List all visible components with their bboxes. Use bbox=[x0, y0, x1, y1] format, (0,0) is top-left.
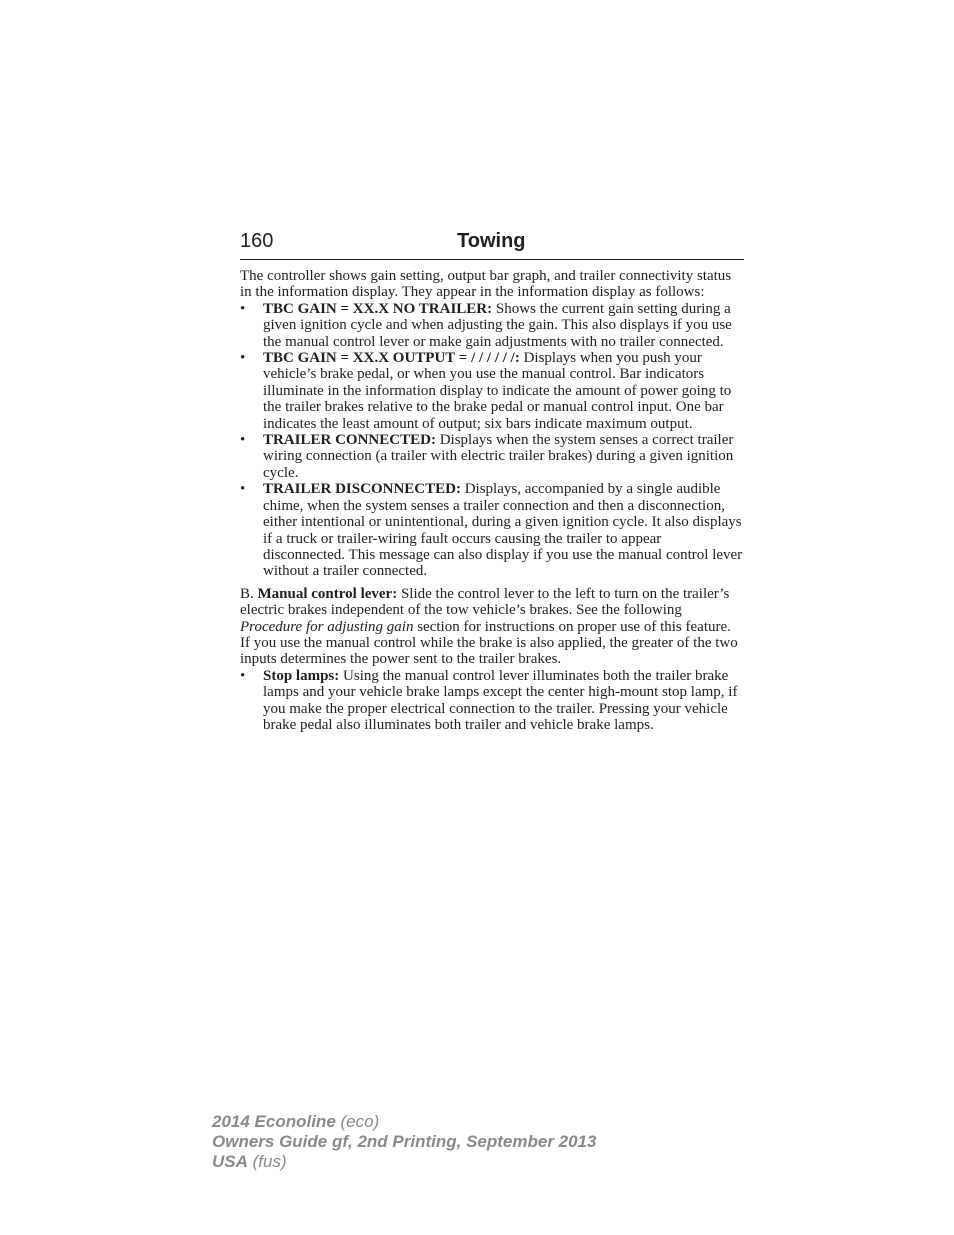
manual-lever-text-before: Slide the control lever to the left to turn on the trailer’s electric brakes independent of the tow vehicle’s brakes. See the following bbox=[240, 585, 730, 619]
footer-line-market bbox=[212, 1152, 596, 1172]
item-text: Displays when you push your vehicle’s brake pedal, or when you use the manual control. Bar indicators illuminate in the information display to indicate the amount of power going to the trailer brakes relative to the brake pedal or manual control input. One bar indicates the least amount of output; six bars indicate maximum output. bbox=[263, 350, 732, 432]
list-item bbox=[240, 301, 744, 350]
page-content bbox=[240, 268, 744, 733]
manual-lever-term: Manual control lever: bbox=[257, 585, 398, 602]
item-term: TBC GAIN = XX.X NO TRAILER: bbox=[263, 300, 493, 317]
footer-model-code: (eco) bbox=[335, 1112, 380, 1131]
item-term: TBC GAIN = XX.X OUTPUT = / / / / / /: bbox=[263, 350, 520, 367]
manual-lever-prefix: B. bbox=[240, 585, 258, 602]
item-text: Displays, accompanied by a single audible chime, when the system senses a trailer connection and then a disconnection, either intentional or unintentional, during a given ignition cycle. It also displays if a truck or trailer-wiring fault occurs causing the trailer to appear disconnected. This message can also display if you use the manual control lever without a trailer connected. bbox=[263, 481, 743, 580]
item-term: TRAILER DISCONNECTED: bbox=[263, 481, 461, 498]
footer-model: 2014 Econoline bbox=[212, 1112, 336, 1131]
page-footer bbox=[212, 1112, 596, 1172]
manual-lever-paragraph bbox=[240, 586, 744, 668]
item-term: Stop lamps: bbox=[263, 667, 340, 684]
item-term: TRAILER CONNECTED: bbox=[263, 432, 436, 449]
footer-market: USA bbox=[212, 1152, 248, 1171]
intro-paragraph: The controller shows gain setting, output bar graph, and trailer connectivity status in the information display. They appear in the information display as follows: bbox=[240, 268, 732, 301]
list-item bbox=[240, 668, 744, 734]
list-item bbox=[240, 432, 744, 481]
item-text: Shows the current gain setting during a given ignition cycle and when adjusting the gain. This also displays if you use the manual control lever or make gain adjustments with no trailer connected. bbox=[263, 300, 732, 350]
section-title: Towing bbox=[457, 230, 526, 252]
list-item bbox=[240, 481, 744, 579]
list-item bbox=[240, 350, 744, 432]
bullet-icon: • bbox=[240, 300, 246, 317]
footer-market-code: (fus) bbox=[247, 1152, 287, 1171]
bullet-icon: • bbox=[240, 481, 246, 498]
manual-lever-text-after: section for instructions on proper use of this feature. If you use the manual control while the brake is also applied, the greater of the two inputs determines the power sent to the trailer brakes. bbox=[240, 618, 738, 668]
footer-line-edition: Owners Guide gf, 2nd Printing, September 2013 bbox=[212, 1132, 597, 1151]
bullet-icon: • bbox=[240, 350, 246, 367]
display-messages-list bbox=[240, 301, 744, 580]
item-text: Using the manual control lever illuminates both the trailer brake lamps and your vehicle brake lamps except the center high-mount stop lamp, if you make the proper electrical connection to the trailer. Pressing your vehicle brake pedal also illuminates both trailer and vehicle brake lamps. bbox=[263, 667, 738, 733]
bullet-icon: • bbox=[240, 432, 246, 449]
procedure-reference: Procedure for adjusting gain bbox=[240, 618, 414, 635]
stop-lamps-list bbox=[240, 668, 744, 734]
item-text: Displays when the system senses a correct trailer wiring connection (a trailer with electric trailer brakes) during a given ignition cycle. bbox=[263, 432, 734, 481]
footer-line-model bbox=[212, 1112, 596, 1132]
bullet-icon: • bbox=[240, 667, 246, 684]
page-header bbox=[240, 229, 744, 260]
page-number: 160 bbox=[240, 230, 274, 252]
